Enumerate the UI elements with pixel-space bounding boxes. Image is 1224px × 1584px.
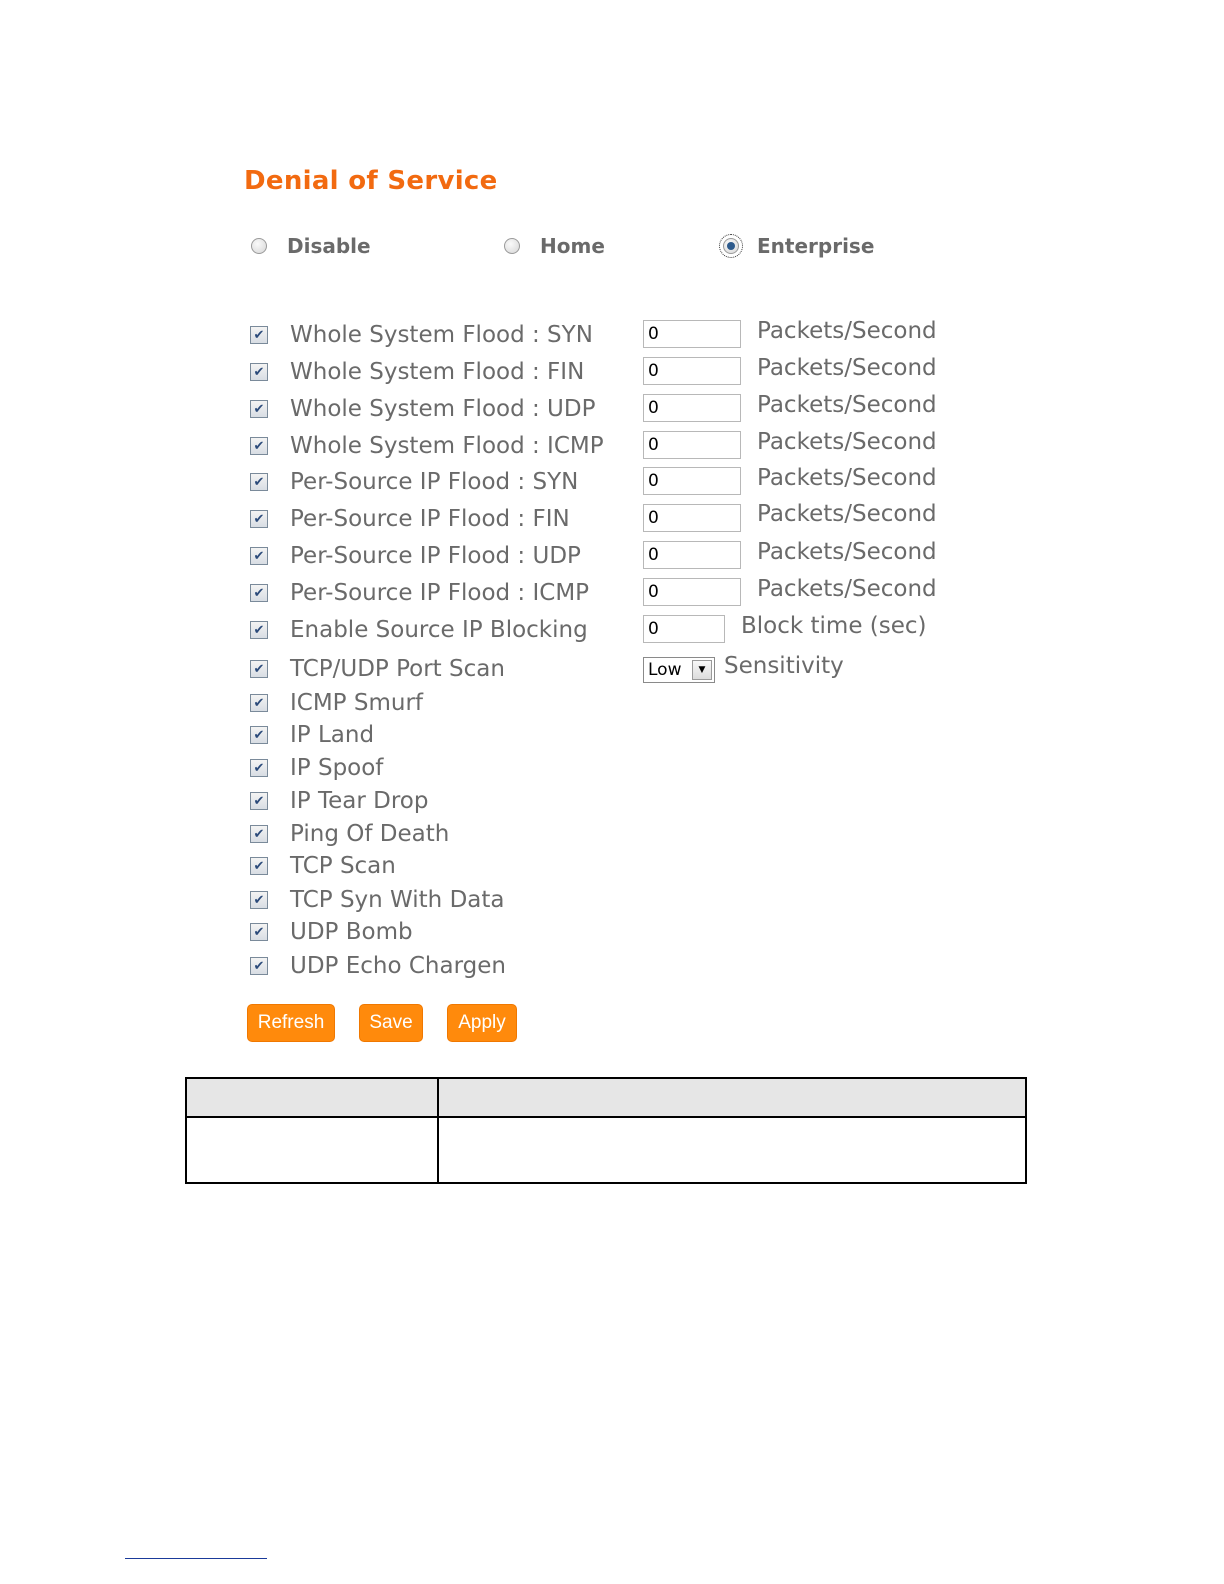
flood-label: Whole System Flood : FIN	[290, 359, 585, 385]
checkbox[interactable]: ✔	[250, 923, 268, 941]
checkbox[interactable]: ✔	[250, 584, 268, 602]
flood-row	[250, 578, 589, 608]
flood-label: Whole System Flood : SYN	[290, 322, 593, 348]
description-table	[185, 1077, 1027, 1184]
checkbox[interactable]: ✔	[250, 621, 268, 639]
option-row	[250, 851, 396, 881]
unit-label: Packets/Second	[757, 501, 937, 527]
checkbox[interactable]: ✔	[250, 857, 268, 875]
threshold-input[interactable]: 0	[643, 467, 741, 495]
table-header-cell	[186, 1078, 438, 1117]
unit-label: Packets/Second	[757, 392, 937, 418]
checkbox[interactable]: ✔	[250, 473, 268, 491]
flood-label: Per-Source IP Flood : SYN	[290, 469, 579, 495]
checkbox[interactable]: ✔	[250, 660, 268, 678]
mode-disable-label: Disable	[287, 234, 371, 258]
flood-row	[250, 541, 581, 571]
chevron-down-icon[interactable]: ▼	[692, 660, 712, 680]
port-scan-label: TCP/UDP Port Scan	[290, 656, 505, 682]
table-cell	[438, 1117, 1026, 1183]
page-title: Denial of Service	[244, 166, 498, 196]
checkbox[interactable]: ✔	[250, 759, 268, 777]
threshold-input[interactable]: 0	[643, 394, 741, 422]
flood-row	[250, 467, 578, 497]
mode-home[interactable]	[504, 232, 605, 260]
radio-home[interactable]	[504, 238, 520, 254]
checkbox[interactable]: ✔	[250, 326, 268, 344]
sensitivity-label: Sensitivity	[724, 653, 844, 679]
option-label: UDP Echo Chargen	[290, 953, 506, 979]
option-label: UDP Bomb	[290, 919, 413, 945]
flood-label: Per-Source IP Flood : UDP	[290, 543, 581, 569]
option-label: ICMP Smurf	[290, 690, 424, 716]
flood-label: Whole System Flood : UDP	[290, 396, 596, 422]
option-row	[250, 786, 428, 816]
mode-disable[interactable]	[251, 232, 371, 260]
option-label: TCP Syn With Data	[290, 887, 505, 913]
flood-label: Whole System Flood : ICMP	[290, 433, 604, 459]
option-row	[250, 688, 423, 718]
unit-label: Packets/Second	[757, 318, 937, 344]
save-button[interactable]: Save	[359, 1004, 423, 1042]
flood-label: Per-Source IP Flood : FIN	[290, 506, 570, 532]
option-label: TCP Scan	[290, 853, 396, 879]
checkbox[interactable]: ✔	[250, 363, 268, 381]
sensitivity-value: Low	[648, 660, 682, 680]
checkbox[interactable]: ✔	[250, 510, 268, 528]
flood-label: Per-Source IP Flood : ICMP	[290, 580, 590, 606]
option-label: IP Spoof	[290, 755, 384, 781]
radio-disable[interactable]	[251, 238, 267, 254]
checkbox[interactable]: ✔	[250, 792, 268, 810]
checkbox[interactable]: ✔	[250, 694, 268, 712]
option-label: IP Land	[290, 722, 375, 748]
flood-row	[250, 431, 604, 461]
checkbox[interactable]: ✔	[250, 825, 268, 843]
refresh-button[interactable]: Refresh	[247, 1004, 335, 1042]
option-row	[250, 917, 413, 947]
threshold-input[interactable]: 0	[643, 431, 741, 459]
option-row	[250, 819, 449, 849]
checkbox[interactable]: ✔	[250, 891, 268, 909]
option-row	[250, 885, 505, 915]
threshold-input[interactable]: 0	[643, 578, 741, 606]
block-time-input[interactable]: 0	[643, 615, 725, 643]
checkbox[interactable]: ✔	[250, 547, 268, 565]
checkbox[interactable]: ✔	[250, 437, 268, 455]
checkbox[interactable]: ✔	[250, 400, 268, 418]
mode-enterprise-label: Enterprise	[757, 234, 875, 258]
threshold-input[interactable]: 0	[643, 541, 741, 569]
flood-row	[250, 320, 593, 350]
block-label: Enable Source IP Blocking	[290, 617, 588, 643]
table-row	[186, 1117, 1026, 1183]
threshold-input[interactable]: 0	[643, 504, 741, 532]
option-row	[250, 951, 506, 981]
unit-label: Packets/Second	[757, 465, 937, 491]
table-header-row	[186, 1078, 1026, 1117]
radio-enterprise[interactable]	[723, 238, 739, 254]
unit-label: Packets/Second	[757, 429, 937, 455]
mode-enterprise[interactable]	[723, 232, 874, 260]
option-row	[250, 753, 383, 783]
port-scan-row	[250, 654, 505, 684]
table-cell	[186, 1117, 438, 1183]
mode-home-label: Home	[540, 234, 605, 258]
apply-button[interactable]: Apply	[447, 1004, 517, 1042]
unit-label: Packets/Second	[757, 539, 937, 565]
unit-label: Packets/Second	[757, 576, 937, 602]
flood-row	[250, 357, 584, 387]
block-row	[250, 615, 588, 645]
table-header-cell	[438, 1078, 1026, 1117]
sensitivity-select[interactable]	[643, 657, 715, 683]
flood-row	[250, 504, 570, 534]
threshold-input[interactable]: 0	[643, 357, 741, 385]
block-time-unit: Block time (sec)	[741, 613, 927, 639]
footer-divider	[125, 1558, 267, 1559]
threshold-input[interactable]: 0	[643, 320, 741, 348]
option-label: Ping Of Death	[290, 821, 450, 847]
checkbox[interactable]: ✔	[250, 726, 268, 744]
option-row	[250, 720, 374, 750]
checkbox[interactable]: ✔	[250, 957, 268, 975]
unit-label: Packets/Second	[757, 355, 937, 381]
flood-row	[250, 394, 595, 424]
option-label: IP Tear Drop	[290, 788, 429, 814]
